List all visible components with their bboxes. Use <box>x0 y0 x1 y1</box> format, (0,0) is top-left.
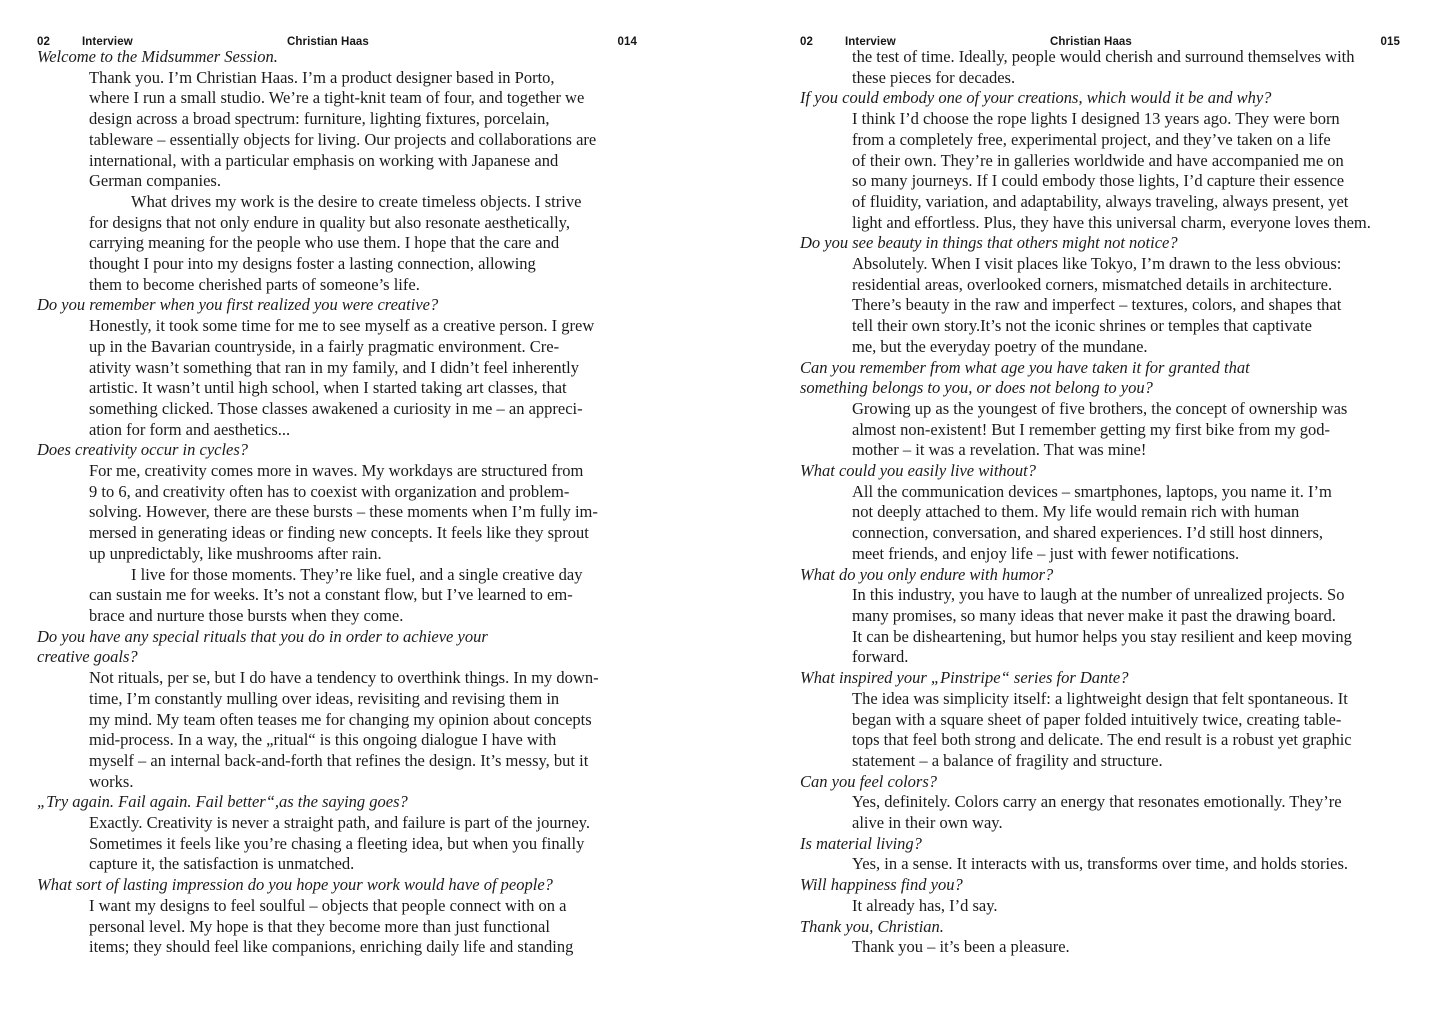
interview-answer-line: light and effortless. Plus, they have this universal charm, everyone loves them. <box>852 212 1371 232</box>
interview-answer-line: brace and nurture those bursts when they come. <box>89 605 404 625</box>
interview-question-line: Do you see beauty in things that others might not notice? <box>800 233 1178 253</box>
interview-answer-line: artistic. It wasn’t until high school, when I started taking art classes, that <box>89 378 567 398</box>
interview-answer-line: Growing up as the youngest of five brothers, the concept of ownership was <box>852 398 1348 418</box>
interview-question-line: „Try again. Fail again. Fail better“,as the saying goes? <box>37 792 408 812</box>
interview-answer-line: not deeply attached to them. My life would remain rich with human <box>852 502 1300 522</box>
interview-answer-line: began with a square sheet of paper folded intuitively twice, creating table- <box>852 709 1342 729</box>
interview-question-line: Is material living? <box>800 833 922 853</box>
interview-answer-line: What drives my work is the desire to create timeless objects. I strive <box>131 191 582 211</box>
interview-answer-line: In this industry, you have to laugh at the number of unrealized projects. So <box>852 585 1345 605</box>
interview-answer-line: residential areas, overlooked corners, mismatched details in architecture. <box>852 274 1333 294</box>
interview-answer-line: For me, creativity comes more in waves. My workdays are structured from <box>89 461 584 481</box>
interview-answer-line: There’s beauty in the raw and imperfect – textures, colors, and shapes that <box>852 295 1342 315</box>
section-label: Interview <box>845 36 896 48</box>
interview-answer-line: from a completely free, experimental project, and they’ve taken on a life <box>852 129 1331 149</box>
interview-answer-line: Yes, definitely. Colors carry an energy that resonates emotionally. They’re <box>852 792 1342 812</box>
interview-question-line: Do you remember when you first realized you were creative? <box>37 295 439 315</box>
interview-answer-line: It already has, I’d say. <box>852 895 998 915</box>
interview-question-line: Welcome to the Midsummer Session. <box>37 47 278 66</box>
interview-question-line: Can you remember from what age you have taken it for granted that <box>800 357 1250 377</box>
interview-question-line: If you could embody one of your creations, which would it be and why? <box>800 88 1272 108</box>
interview-text-column-right <box>800 47 1371 958</box>
interview-answer-line: can sustain me for weeks. It’s not a constant flow, but I’ve learned to em- <box>89 585 573 605</box>
interview-answer-line: All the communication devices – smartphones, laptops, you name it. I’m <box>852 481 1332 501</box>
interview-answer-line: capture it, the satisfaction is unmatched. <box>89 854 355 874</box>
interview-answer-line: connection, conversation, and shared experiences. I’d still host dinners, <box>852 523 1324 543</box>
interview-answer-line: Exactly. Creativity is never a straight path, and failure is part of the journey. <box>89 813 590 833</box>
interview-answer-line: of their own. They’re in galleries worldwide and have accompanied me on <box>852 150 1344 170</box>
interview-text-column-left <box>37 47 599 958</box>
interview-answer-line: these pieces for decades. <box>852 67 1016 87</box>
author-name: Christian Haas <box>287 36 369 48</box>
interview-question-line: something belongs to you, or does not belong to you? <box>800 378 1153 398</box>
interview-answer-line: personal level. My hope is that they become more than just functional <box>89 916 550 936</box>
interview-question-line: What sort of lasting impression do you hope your work would have of people? <box>37 875 553 895</box>
interview-answer-line: ation for form and aesthetics... <box>89 419 291 439</box>
interview-answer-line: It can be disheartening, but humor helps you stay resilient and keep moving <box>852 626 1352 646</box>
interview-answer-line: forward. <box>852 647 909 667</box>
interview-question-line: Thank you, Christian. <box>800 916 944 936</box>
interview-answer-line: Absolutely. When I visit places like Tokyo, I’m drawn to the less obvious: <box>852 254 1342 274</box>
interview-answer-line: tops that feel both strong and delicate. The end result is a robust yet graphic <box>852 730 1352 750</box>
interview-answer-line: international, with a particular emphasis on working with Japanese and <box>89 150 559 170</box>
interview-answer-line: me, but the everyday poetry of the mundane. <box>852 336 1148 356</box>
interview-answer-line: meet friends, and enjoy life – just with fewer notifications. <box>852 543 1240 563</box>
interview-question-line: What inspired your „Pinstripe“ series for Dante? <box>800 668 1129 688</box>
interview-answer-line: items; they should feel like companions, enriching daily life and standing <box>89 937 574 957</box>
interview-answer-line: myself – an internal back-and-forth that refines the design. It’s messy, but it <box>89 750 589 770</box>
interview-answer-line: up unpredictably, like mushrooms after rain. <box>89 543 382 563</box>
issue-number: 02 <box>37 36 50 48</box>
interview-question-line: creative goals? <box>37 647 138 667</box>
section-label: Interview <box>82 36 133 48</box>
interview-question-line: What do you only endure with humor? <box>800 564 1054 584</box>
page-number: 015 <box>1380 36 1400 48</box>
interview-answer-line: Not rituals, per se, but I do have a tendency to overthink things. In my down- <box>89 668 599 688</box>
interview-answer-line: Thank you. I’m Christian Haas. I’m a product designer based in Porto, <box>89 67 555 87</box>
interview-answer-line: almost non-existent! But I remember getting my first bike from my god- <box>852 419 1330 439</box>
interview-answer-line: works. <box>89 771 134 791</box>
interview-answer-line: statement – a balance of fragility and structure. <box>852 750 1163 770</box>
interview-question-line: Do you have any special rituals that you do in order to achieve your <box>37 626 488 646</box>
interview-answer-line: my mind. My team often teases me for changing my opinion about concepts <box>89 709 592 729</box>
interview-answer-line: so many journeys. If I could embody those lights, I’d capture their essence <box>852 171 1345 191</box>
interview-answer-line: Sometimes it feels like you’re chasing a fleeting idea, but when you finally <box>89 833 585 853</box>
interview-answer-line: time, I’m constantly mulling over ideas, revisiting and revising them in <box>89 688 560 708</box>
interview-answer-line: tell their own story.It’s not the iconic shrines or temples that captivate <box>852 316 1312 336</box>
page-015 <box>800 0 1400 1021</box>
interview-answer-line: I want my designs to feel soulful – objects that people connect with on a <box>89 895 567 915</box>
interview-answer-line: the test of time. Ideally, people would cherish and surround themselves with <box>852 47 1355 66</box>
interview-answer-line: solving. However, there are these bursts – these moments when I’m fully im- <box>89 502 598 522</box>
interview-question-line: Can you feel colors? <box>800 771 938 791</box>
interview-answer-line: carrying meaning for the people who use them. I hope that the care and <box>89 233 560 253</box>
interview-answer-line: I think I’d choose the rope lights I designed 13 years ago. They were born <box>852 109 1340 129</box>
interview-answer-line: Thank you – it’s been a pleasure. <box>852 937 1070 957</box>
interview-answer-line: many promises, so many ideas that never make it past the drawing board. <box>852 605 1336 625</box>
interview-answer-line: Yes, in a sense. It interacts with us, transforms over time, and holds stories. <box>852 854 1348 874</box>
issue-number: 02 <box>800 36 813 48</box>
interview-answer-line: Honestly, it took some time for me to see myself as a creative person. I grew <box>89 316 595 336</box>
interview-answer-line: 9 to 6, and creativity often has to coexist with organization and problem- <box>89 481 570 501</box>
interview-answer-line: design across a broad spectrum: furniture, lighting fixtures, porcelain, <box>89 109 550 129</box>
interview-answer-line: up in the Bavarian countryside, in a fairly pragmatic environment. Cre- <box>89 336 560 356</box>
interview-answer-line: thought I pour into my designs foster a lasting connection, allowing <box>89 254 536 274</box>
author-name: Christian Haas <box>1050 36 1132 48</box>
page-014 <box>37 0 637 1021</box>
interview-answer-line: where I run a small studio. We’re a tight-knit team of four, and together we <box>89 88 585 108</box>
interview-answer-line: mersed in generating ideas or finding new concepts. It feels like they sprout <box>89 523 589 543</box>
interview-answer-line: tableware – essentially objects for living. Our projects and collaborations are <box>89 129 597 149</box>
interview-answer-line: of fluidity, variation, and adaptability, always traveling, always present, yet <box>852 191 1349 211</box>
interview-answer-line: The idea was simplicity itself: a lightweight design that felt spontaneous. It <box>852 688 1348 708</box>
interview-answer-line: mother – it was a revelation. That was mine! <box>852 440 1147 460</box>
interview-answer-line: mid-process. In a way, the „ritual“ is this ongoing dialogue I have with <box>89 730 557 750</box>
interview-question-line: Does creativity occur in cycles? <box>37 440 249 460</box>
interview-answer-line: German companies. <box>89 171 221 191</box>
interview-question-line: What could you easily live without? <box>800 461 1036 481</box>
interview-answer-line: ativity wasn’t something that ran in my family, and I didn’t feel inherently <box>89 357 580 377</box>
interview-answer-line: for designs that not only endure in quality but also resonate aesthetically, <box>89 212 570 232</box>
interview-answer-line: them to become cherished parts of someone’s life. <box>89 274 420 294</box>
page-number: 014 <box>617 36 637 48</box>
interview-answer-line: I live for those moments. They’re like fuel, and a single creative day <box>131 564 583 584</box>
interview-question-line: Will happiness find you? <box>800 875 963 895</box>
interview-answer-line: alive in their own way. <box>852 813 1003 833</box>
interview-answer-line: something clicked. Those classes awakened a curiosity in me – an appreci- <box>89 398 583 418</box>
